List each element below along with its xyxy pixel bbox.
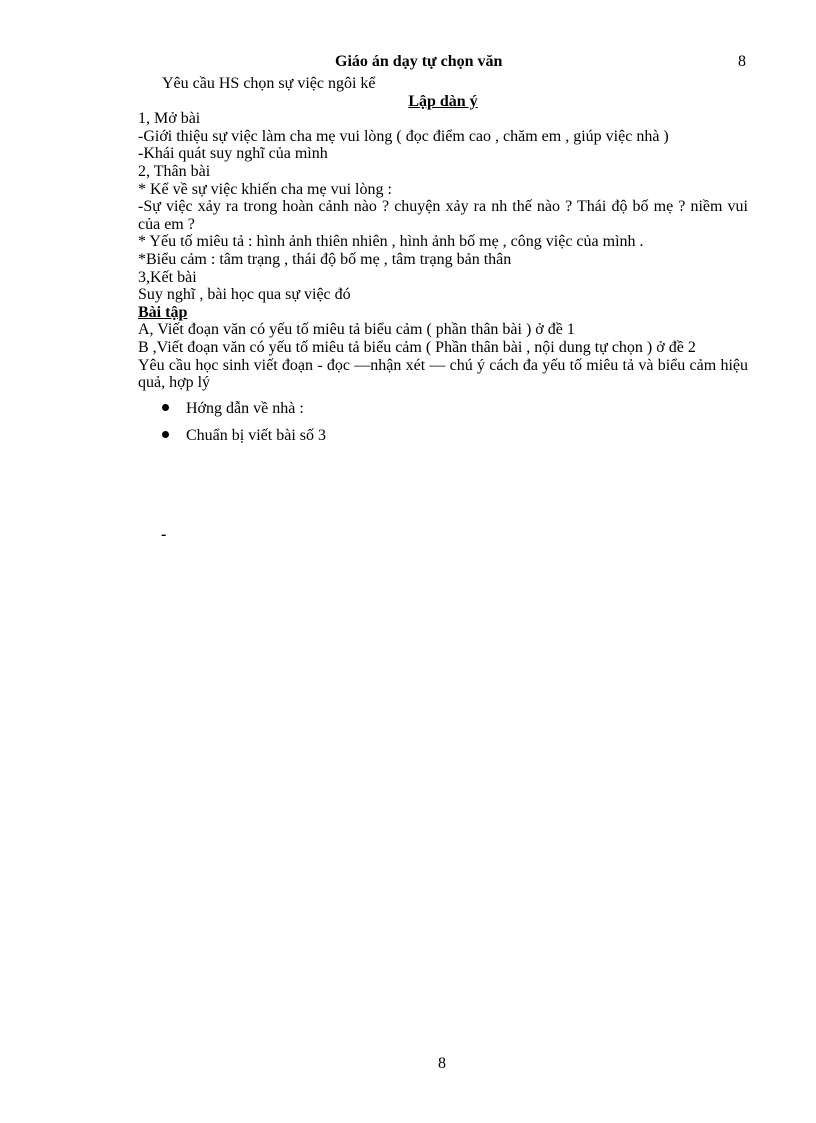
requirement-line: Yêu cầu học sinh viết đoạn - đọc —nhận xét — chú ý cách đa yếu tố miêu tả và biểu cảm hiệu quả, hợp lý	[138, 356, 748, 392]
exercise-heading: Bài tập	[138, 303, 188, 321]
page-header	[0, 53, 816, 75]
mo-bai-heading: 1, Mở bài	[138, 110, 201, 128]
than-bai-point-2: -Sự việc xảy ra trong hoàn cảnh nào ? chuyện xảy ra nh thế nào ? Thái độ bố mẹ ? niềm vui của em ?	[138, 198, 748, 233]
list-item	[138, 400, 748, 418]
than-bai-point-1: * Kể về sự việc khiến cha mẹ vui lòng :	[138, 180, 392, 198]
homework-list	[138, 400, 748, 445]
footer-page-number: 8	[438, 1055, 446, 1072]
ket-bai-point-1: Suy nghĩ , bài học qua sự việc đó	[138, 286, 351, 304]
exercise-a: A, Viết đoạn văn có yếu tố miêu tả biểu cảm ( phần thân bài ) ở đề 1	[138, 321, 575, 339]
than-bai-point-4: *Biểu cảm : tâm trạng , thái độ bố mẹ , tâm trạng bản thân	[138, 250, 512, 268]
header-page-number: 8	[738, 53, 746, 70]
than-bai-point-3: * Yếu tố miêu tả : hình ảnh thiên nhiên , hình ảnh bố mẹ , công việc của mình .	[138, 233, 644, 251]
list-item	[138, 427, 748, 445]
exercise-b: B ,Viết đoạn văn có yếu tố miêu tả biểu cảm ( Phần thân bài , nội dung tự chọn ) ở đề 2	[138, 338, 696, 356]
list-item-text: Hớng dẫn về nhà :	[186, 399, 304, 417]
mo-bai-point-1: -Giới thiệu sự việc làm cha mẹ vui lòng ( đọc điểm cao , chăm em , giúp việc nhà )	[138, 127, 669, 145]
than-bai-heading: 2, Thân bài	[138, 162, 211, 180]
outline-heading: Lập dàn ý	[408, 92, 478, 110]
list-item-text: Chuẩn bị viết bài số 3	[186, 427, 326, 445]
intro-line: Yêu cầu HS chọn sự việc ngôi kể	[162, 75, 376, 92]
document-title: Giáo án dạy tự chọn văn	[335, 53, 503, 70]
document-body	[138, 75, 748, 455]
trailing-dash: -	[161, 526, 167, 543]
bullet-icon	[162, 431, 169, 438]
mo-bai-point-2: -Khái quát suy nghĩ của mình	[138, 145, 328, 163]
ket-bai-heading: 3,Kết bài	[138, 268, 197, 286]
bullet-icon	[162, 404, 169, 411]
